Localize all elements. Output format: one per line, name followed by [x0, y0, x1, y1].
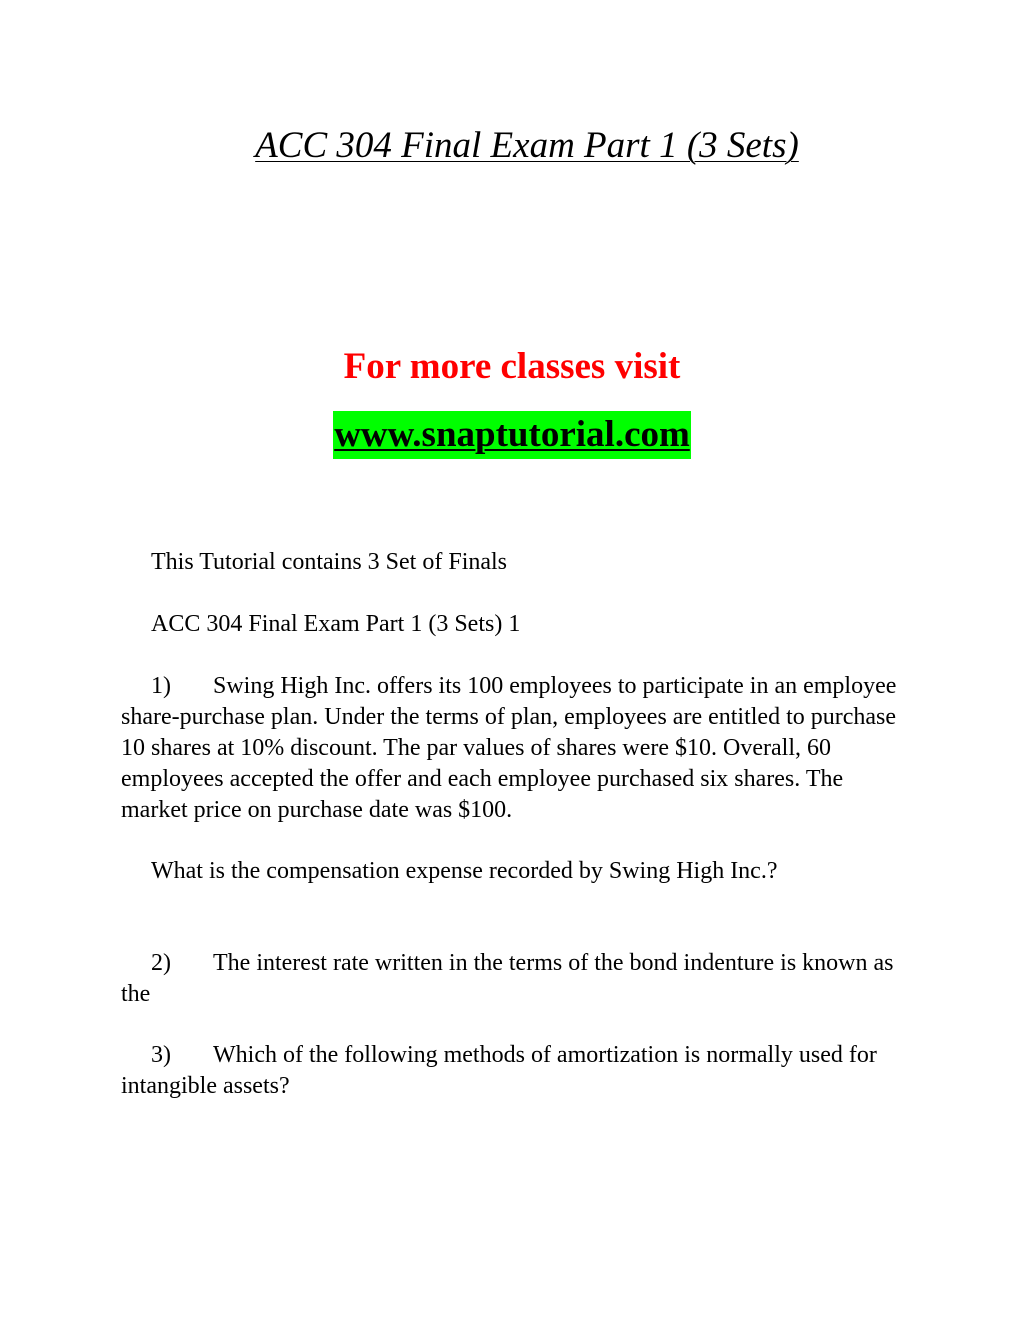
- website-link[interactable]: www.snaptutorial.com: [333, 411, 691, 459]
- set-heading: ACC 304 Final Exam Part 1 (3 Sets) 1: [151, 611, 521, 637]
- question-number: 1): [151, 673, 171, 699]
- document-title: ACC 304 Final Exam Part 1 (3 Sets): [255, 125, 799, 166]
- intro-text: This Tutorial contains 3 Set of Finals: [151, 549, 508, 575]
- question-text: Which of the following methods of amortization is normally used for intangible assets?: [121, 1042, 877, 1099]
- question-2: [121, 948, 901, 1010]
- question-text: The interest rate written in the terms of the bond indenture is known as the: [121, 950, 894, 1007]
- promo-link-container: [0, 411, 1024, 459]
- question-number: 3): [151, 1042, 171, 1068]
- promo-text: For more classes visit: [343, 346, 681, 387]
- question-1-followup: What is the compensation expense recorded by Swing High Inc.?: [151, 858, 778, 884]
- question-1: [121, 671, 901, 826]
- question-number: 2): [151, 950, 171, 976]
- question-text: Swing High Inc. offers its 100 employees to participate in an employee share-purchase plan. Under the terms of plan, employees are entitled to purchase 10 shares at 10% discount. The par values of shares were $10. Overall, 60 employees accepted the offer and each employee purchased six shares. The market price on purchase date was $100.: [121, 673, 897, 823]
- question-3: [121, 1040, 901, 1102]
